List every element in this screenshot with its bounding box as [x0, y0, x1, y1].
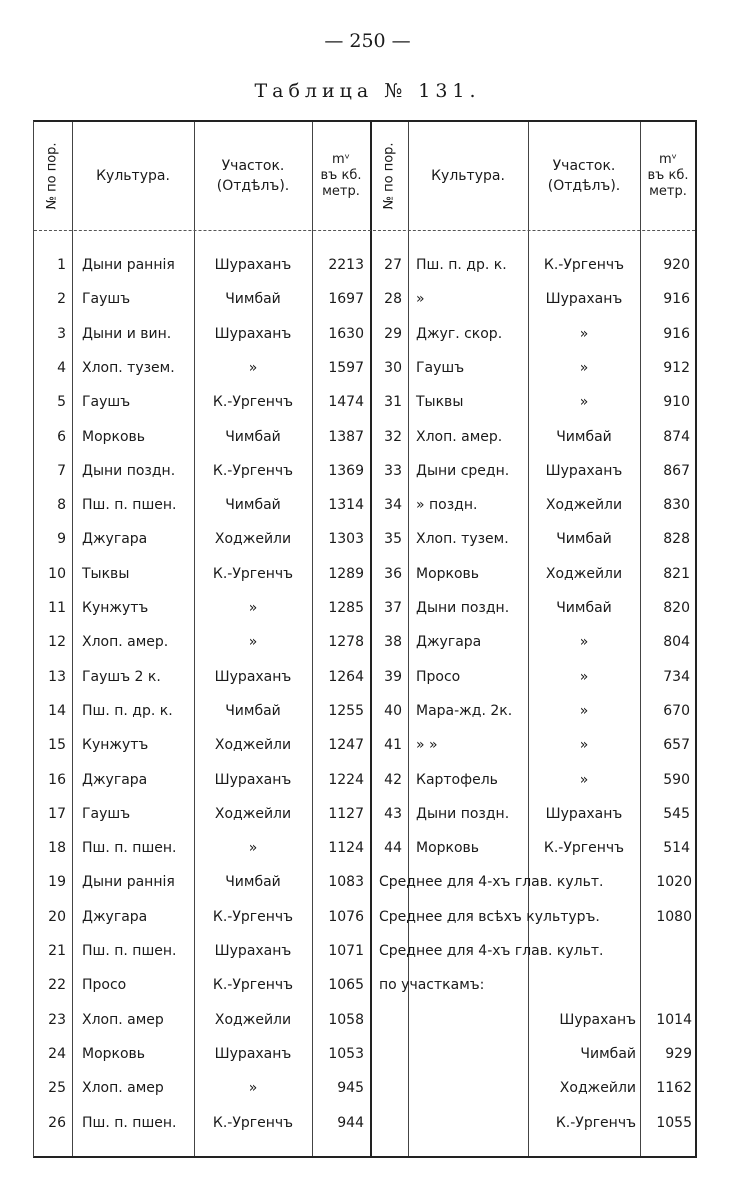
- row-number: 25: [48, 1080, 66, 1097]
- row-district: Чимбай: [225, 428, 281, 445]
- row-district: Шураханъ: [214, 325, 292, 342]
- row-number: 2: [57, 291, 66, 308]
- row-number: 23: [48, 1011, 66, 1028]
- row-value: 1127: [328, 805, 364, 822]
- row-number: 17: [48, 805, 66, 822]
- row-district: Чимбай: [225, 497, 281, 514]
- row-culture: Кунжутъ: [82, 737, 149, 754]
- row-number: 7: [57, 462, 66, 479]
- avg-district-value: 1162: [656, 1080, 692, 1097]
- row-culture: Гаушъ: [82, 805, 131, 822]
- row-district: »: [248, 359, 258, 376]
- row-value: 1124: [328, 840, 364, 857]
- avg-district-value: 929: [665, 1045, 692, 1062]
- row-number: 26: [48, 1114, 66, 1131]
- row-district: »: [248, 634, 258, 651]
- table-row: [34, 248, 698, 282]
- row-value: 1053: [328, 1045, 364, 1062]
- row-value: 916: [663, 325, 690, 342]
- row-culture: Пш. п. пшен.: [82, 943, 177, 959]
- table-row: [34, 351, 698, 385]
- avg-main4-value: 1020: [656, 874, 692, 891]
- row-number: 18: [48, 840, 66, 857]
- avg-district-value: 1055: [656, 1114, 692, 1131]
- row-district: К.-Ургенчъ: [212, 977, 294, 994]
- row-district: Ходжейли: [545, 565, 623, 582]
- table-row: [34, 763, 698, 797]
- row-culture: Хлоп. амер.: [416, 428, 503, 445]
- row-district: »: [579, 394, 589, 411]
- row-value: 916: [663, 291, 690, 308]
- row-number: 30: [384, 359, 402, 376]
- row-value: 1247: [328, 737, 364, 754]
- table-row: [34, 968, 698, 1002]
- row-value: 828: [663, 531, 690, 548]
- row-number: 33: [384, 462, 402, 479]
- data-table: [33, 120, 697, 1158]
- row-district: Чимбай: [556, 531, 612, 548]
- row-number: 3: [57, 325, 66, 342]
- avg-all-label: Среднее для всѣхъ культуръ.: [379, 908, 600, 925]
- row-district: »: [248, 1080, 258, 1097]
- row-number: 36: [384, 565, 402, 582]
- row-number: 4: [57, 359, 66, 376]
- table-row: [34, 660, 698, 694]
- row-culture: Пш. п. др. к.: [82, 702, 173, 719]
- row-value: 830: [663, 497, 690, 514]
- row-number: 9: [57, 531, 66, 548]
- row-district: »: [579, 737, 589, 754]
- avg-district-name: Чимбай: [580, 1045, 636, 1062]
- row-culture: Гаушъ: [416, 359, 465, 376]
- row-number: 19: [48, 874, 66, 891]
- row-culture: Морковь: [416, 565, 480, 582]
- row-number: 27: [384, 257, 402, 273]
- row-number: 14: [48, 702, 66, 719]
- row-culture: Дыни поздн.: [82, 462, 176, 479]
- row-culture: Мара-жд. 2к.: [416, 702, 513, 719]
- row-value: 1474: [328, 394, 364, 411]
- row-culture: Хлоп. тузем.: [416, 531, 509, 548]
- row-district: Ходжейли: [214, 805, 292, 822]
- row-number: 12: [48, 634, 66, 651]
- row-district: Шураханъ: [545, 805, 623, 822]
- row-value: 944: [337, 1114, 364, 1131]
- avg-district-value: 1014: [656, 1011, 692, 1028]
- row-number: 38: [384, 634, 402, 651]
- header-value-left: mᵛ въ кб. метр.: [320, 152, 362, 199]
- row-culture: Пш. п. пшен.: [82, 497, 177, 514]
- table-row: [34, 454, 698, 488]
- row-number: 16: [48, 771, 66, 788]
- table-row: [34, 317, 698, 351]
- avg-district-name: Шураханъ: [559, 1011, 636, 1028]
- table-row: [34, 831, 698, 865]
- row-culture: Дыни раннія: [82, 874, 175, 891]
- row-number: 40: [384, 702, 402, 719]
- row-value: 821: [663, 565, 690, 582]
- row-value: 1278: [328, 634, 364, 651]
- row-number: 1: [57, 257, 66, 273]
- row-number: 35: [384, 531, 402, 548]
- row-number: 22: [48, 977, 66, 994]
- row-culture: Пш. п. пшен.: [82, 840, 177, 857]
- header-num-left: № по пор.: [45, 142, 61, 210]
- row-value: 1065: [328, 977, 364, 994]
- table-row: [34, 420, 698, 454]
- row-number: 29: [384, 325, 402, 342]
- row-district: »: [248, 840, 258, 857]
- row-culture: » поздн.: [416, 497, 478, 514]
- table-row: [34, 522, 698, 556]
- row-value: 1285: [328, 600, 364, 616]
- row-value: 1314: [328, 497, 364, 514]
- row-value: 945: [337, 1080, 364, 1097]
- row-culture: Пш. п. др. к.: [416, 257, 507, 273]
- row-culture: Просо: [82, 977, 127, 994]
- table-row: [34, 282, 698, 316]
- row-district: »: [579, 771, 589, 788]
- row-culture: Дыни поздн.: [416, 805, 510, 822]
- row-number: 34: [384, 497, 402, 514]
- table-title: Таблица № 131.: [254, 80, 481, 102]
- row-culture: Просо: [416, 668, 461, 685]
- row-district: Шураханъ: [214, 771, 292, 788]
- row-value: 1071: [328, 943, 364, 959]
- row-district: Шураханъ: [214, 257, 292, 273]
- row-number: 43: [384, 805, 402, 822]
- row-culture: Тыквы: [416, 394, 464, 411]
- row-value: 910: [663, 394, 690, 411]
- row-number: 41: [384, 737, 402, 754]
- row-culture: Джугара: [82, 908, 148, 925]
- row-value: 1387: [328, 428, 364, 445]
- row-value: 912: [663, 359, 690, 376]
- table-row: [34, 488, 698, 522]
- row-value: 1697: [328, 291, 364, 308]
- row-value: 867: [663, 462, 690, 479]
- header-district-right: Участок. (Отдѣлъ).: [547, 158, 621, 194]
- row-culture: Хлоп. амер.: [82, 634, 169, 651]
- row-number: 5: [57, 394, 66, 411]
- row-number: 11: [48, 600, 66, 616]
- row-district: Шураханъ: [214, 943, 292, 959]
- row-district: Ходжейли: [214, 531, 292, 548]
- row-value: 657: [663, 737, 690, 754]
- row-district: Ходжейли: [545, 497, 623, 514]
- row-value: 670: [663, 702, 690, 719]
- row-district: Чимбай: [556, 428, 612, 445]
- row-district: К.-Ургенчъ: [543, 257, 625, 273]
- row-district: Шураханъ: [214, 1045, 292, 1062]
- row-culture: Джугара: [82, 771, 148, 788]
- row-value: 1289: [328, 565, 364, 582]
- row-district: Чимбай: [225, 874, 281, 891]
- row-number: 37: [384, 600, 402, 616]
- row-culture: Джуг. скор.: [416, 325, 503, 342]
- row-number: 6: [57, 428, 66, 445]
- row-number: 28: [384, 291, 402, 308]
- row-culture: Дыни раннія: [82, 257, 175, 273]
- row-value: 804: [663, 634, 690, 651]
- table-row: [34, 591, 698, 625]
- row-value: 1255: [328, 702, 364, 719]
- row-culture: Хлоп. амер: [82, 1011, 164, 1028]
- row-value: 514: [663, 840, 690, 857]
- table-row: [34, 557, 698, 591]
- row-number: 20: [48, 908, 66, 925]
- row-culture: Тыквы: [82, 565, 130, 582]
- header-district-left: Участок. (Отдѣлъ).: [216, 158, 290, 194]
- row-culture: Хлоп. амер: [82, 1080, 164, 1097]
- row-district: Ходжейли: [214, 1011, 292, 1028]
- table-row: [34, 694, 698, 728]
- row-culture: Морковь: [82, 428, 146, 445]
- row-number: 8: [57, 497, 66, 514]
- row-number: 24: [48, 1045, 66, 1062]
- row-number: 31: [384, 394, 402, 411]
- row-district: К.-Ургенчъ: [212, 394, 294, 411]
- row-number: 39: [384, 668, 402, 685]
- row-value: 1076: [328, 908, 364, 925]
- row-value: 1369: [328, 462, 364, 479]
- row-district: Шураханъ: [545, 291, 623, 308]
- row-culture: Морковь: [416, 840, 480, 857]
- row-number: 15: [48, 737, 66, 754]
- row-culture: »: [416, 291, 425, 308]
- header-culture-right: Культура.: [431, 168, 505, 184]
- row-culture: Пш. п. пшен.: [82, 1114, 177, 1131]
- row-culture: Джугара: [82, 531, 148, 548]
- row-value: 1597: [328, 359, 364, 376]
- row-value: 1303: [328, 531, 364, 548]
- row-district: Чимбай: [225, 291, 281, 308]
- row-number: 21: [48, 943, 66, 959]
- row-value: 1264: [328, 668, 364, 685]
- row-value: 1224: [328, 771, 364, 788]
- row-value: 2213: [328, 257, 364, 273]
- row-district: К.-Ургенчъ: [212, 1114, 294, 1131]
- avg-all-value: 1080: [656, 908, 692, 925]
- table-row: [34, 797, 698, 831]
- row-district: »: [579, 668, 589, 685]
- row-value: 734: [663, 668, 690, 685]
- row-district: Чимбай: [225, 702, 281, 719]
- row-culture: Морковь: [82, 1045, 146, 1062]
- row-number: 42: [384, 771, 402, 788]
- row-value: 545: [663, 805, 690, 822]
- avg-district-name: Ходжейли: [559, 1080, 636, 1097]
- table-row: [34, 728, 698, 762]
- row-district: »: [579, 359, 589, 376]
- row-culture: » »: [416, 737, 438, 754]
- row-number: 10: [48, 565, 66, 582]
- row-value: 1630: [328, 325, 364, 342]
- row-district: Шураханъ: [214, 668, 292, 685]
- row-number: 44: [384, 840, 402, 857]
- table-row: [34, 625, 698, 659]
- row-culture: Гаушъ: [82, 394, 131, 411]
- row-value: 590: [663, 771, 690, 788]
- row-culture: Джугара: [416, 634, 482, 651]
- row-district: К.-Ургенчъ: [212, 565, 294, 582]
- row-value: 920: [663, 257, 690, 273]
- page-number: — 250 —: [324, 30, 411, 52]
- row-culture: Кунжутъ: [82, 600, 149, 616]
- row-district: К.-Ургенчъ: [543, 840, 625, 857]
- row-number: 13: [48, 668, 66, 685]
- row-culture: Гаушъ 2 к.: [82, 668, 161, 685]
- row-culture: Картофель: [416, 771, 498, 788]
- row-value: 874: [663, 428, 690, 445]
- header-value-right: mᵛ въ кб. метр.: [647, 152, 689, 199]
- avg-district-name: К.-Ургенчъ: [555, 1114, 636, 1131]
- row-number: 32: [384, 428, 402, 445]
- row-district: К.-Ургенчъ: [212, 908, 294, 925]
- row-culture: Гаушъ: [82, 291, 131, 308]
- avg-main4-label: Среднее для 4-хъ глав. культ.: [379, 874, 604, 891]
- row-district: »: [579, 325, 589, 342]
- row-culture: Дыни поздн.: [416, 600, 510, 616]
- row-culture: Хлоп. тузем.: [82, 359, 175, 376]
- avg-district-label-2: по участкамъ:: [379, 977, 485, 994]
- row-culture: Дыни средн.: [416, 462, 510, 479]
- row-district: Шураханъ: [545, 462, 623, 479]
- row-district: »: [579, 702, 589, 719]
- row-value: 1058: [328, 1011, 364, 1028]
- row-district: Чимбай: [556, 600, 612, 616]
- row-district: »: [579, 634, 589, 651]
- header-culture-left: Культура.: [96, 168, 170, 184]
- row-culture: Дыни и вин.: [82, 325, 172, 342]
- row-district: К.-Ургенчъ: [212, 462, 294, 479]
- row-value: 820: [663, 600, 690, 616]
- header-num-right: № по пор.: [382, 142, 398, 210]
- row-district: Ходжейли: [214, 737, 292, 754]
- avg-district-label: Среднее для 4-хъ глав. культ.: [379, 943, 604, 959]
- table-row: [34, 385, 698, 419]
- row-value: 1083: [328, 874, 364, 891]
- row-district: »: [248, 600, 258, 616]
